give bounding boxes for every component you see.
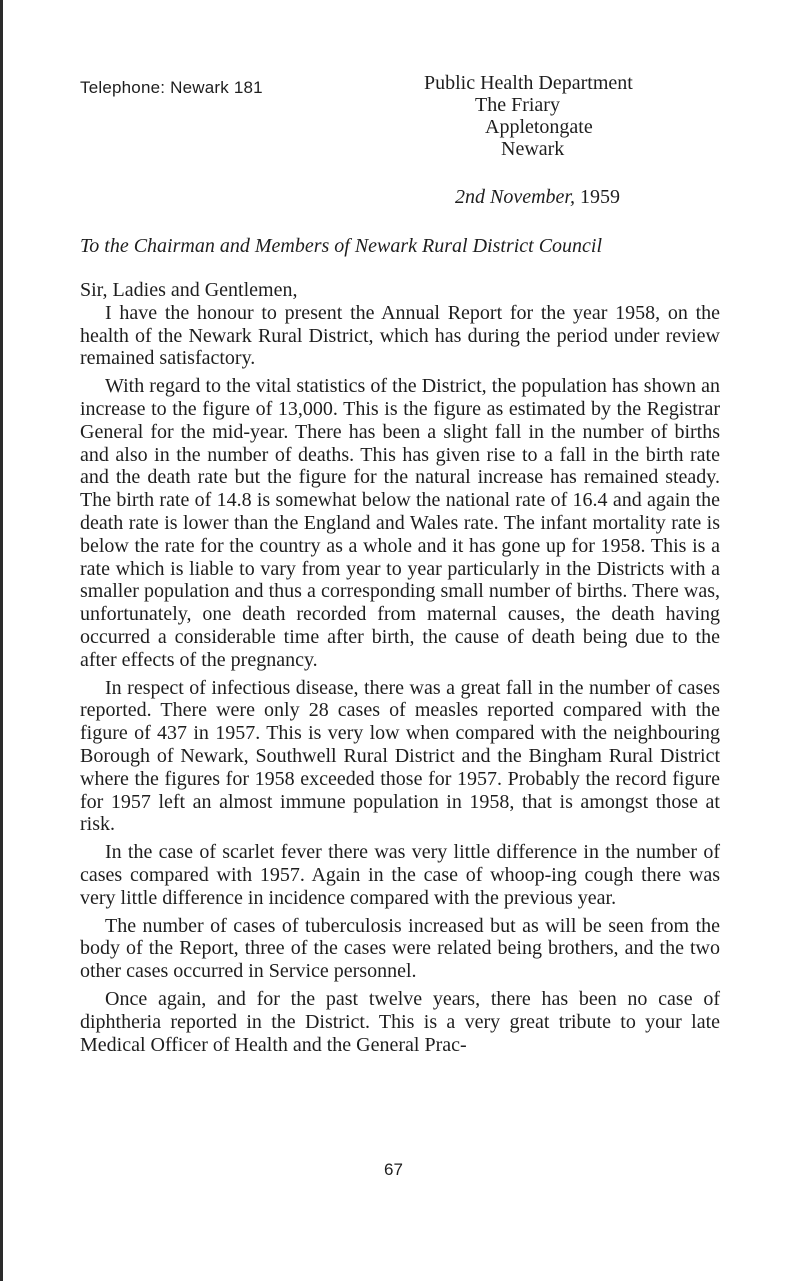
- date-year: 1959: [579, 186, 620, 208]
- paragraph: Once again, and for the past twelve years, there has been no case of diphtheria reported in the District. This is a very great tribute to your late Medical Officer of Health and the General Prac-: [80, 987, 720, 1056]
- paragraph: In respect of infectious disease, there was a great fall in the number of cases reported. There were only 28 cases of measles reported compared with the figure of 437 in 1957. This is very low when compared with the neighbouring Borough of Newark, Southwell Rural District and the Bingham Rural District where the figures for 1958 exceeded those for 1957. Probably the record figure for 1957 left an almost immune population in 1958, that is amongst those at risk.: [80, 676, 720, 836]
- address-line: Appletongate: [485, 116, 593, 138]
- address-line: The Friary: [475, 94, 560, 116]
- address-line: Public Health Department: [424, 72, 633, 94]
- paragraph: With regard to the vital statistics of the District, the population has shown an increase to the figure of 13,000. This is the figure as estimated by the Registrar General for the mid-year. There has been a slight fall in the number of births and also in the number of deaths. This has given rise to a fall in the birth rate and the death rate but the figure for the natural increase has remained steady. The birth rate of 14.8 is somewhat below the national rate of 16.4 and again the death rate is lower than the England and Wales rate. The infant mortality rate is below the rate for the country as a whole and it has gone up for 1958. This is a rate which is liable to vary from year to year particularly in the Districts with a smaller population and thus a corresponding small number of births. There was, unfortunately, one death recorded from maternal causes, the death having occurred a considerable time after birth, the cause of death being due to the after effects of the pregnancy.: [80, 375, 720, 671]
- date-month: November,: [490, 186, 575, 208]
- page-edge-shadow: [0, 0, 3, 1281]
- letter-date: [455, 186, 620, 209]
- paragraph: In the case of scarlet fever there was very little difference in the number of cases compared with 1957. Again in the case of whoop-ing cough there was very little difference in incidence compared with the previous year.: [80, 841, 720, 909]
- salutation: Sir, Ladies and Gentlemen,: [80, 279, 298, 301]
- letter-body: [80, 279, 720, 1056]
- paragraph: I have the honour to present the Annual Report for the year 1958, on the health of the Newark Rural District, which has during the period under review remained satisfactory.: [80, 301, 720, 370]
- address-line: Newark: [501, 138, 565, 160]
- addressee-line: To the Chairman and Members of Newark Rural District Council: [80, 235, 603, 257]
- telephone-number: Telephone: Newark 181: [80, 78, 263, 97]
- paragraph: The number of cases of tuberculosis increased but as will be seen from the body of the Report, three of the cases were related being brothers, and the two other cases occurred in Service personnel.: [80, 914, 720, 983]
- page-number: 67: [384, 1160, 403, 1179]
- letter-header: [80, 72, 720, 212]
- sender-address: [424, 72, 633, 160]
- date-day: 2nd: [455, 186, 485, 208]
